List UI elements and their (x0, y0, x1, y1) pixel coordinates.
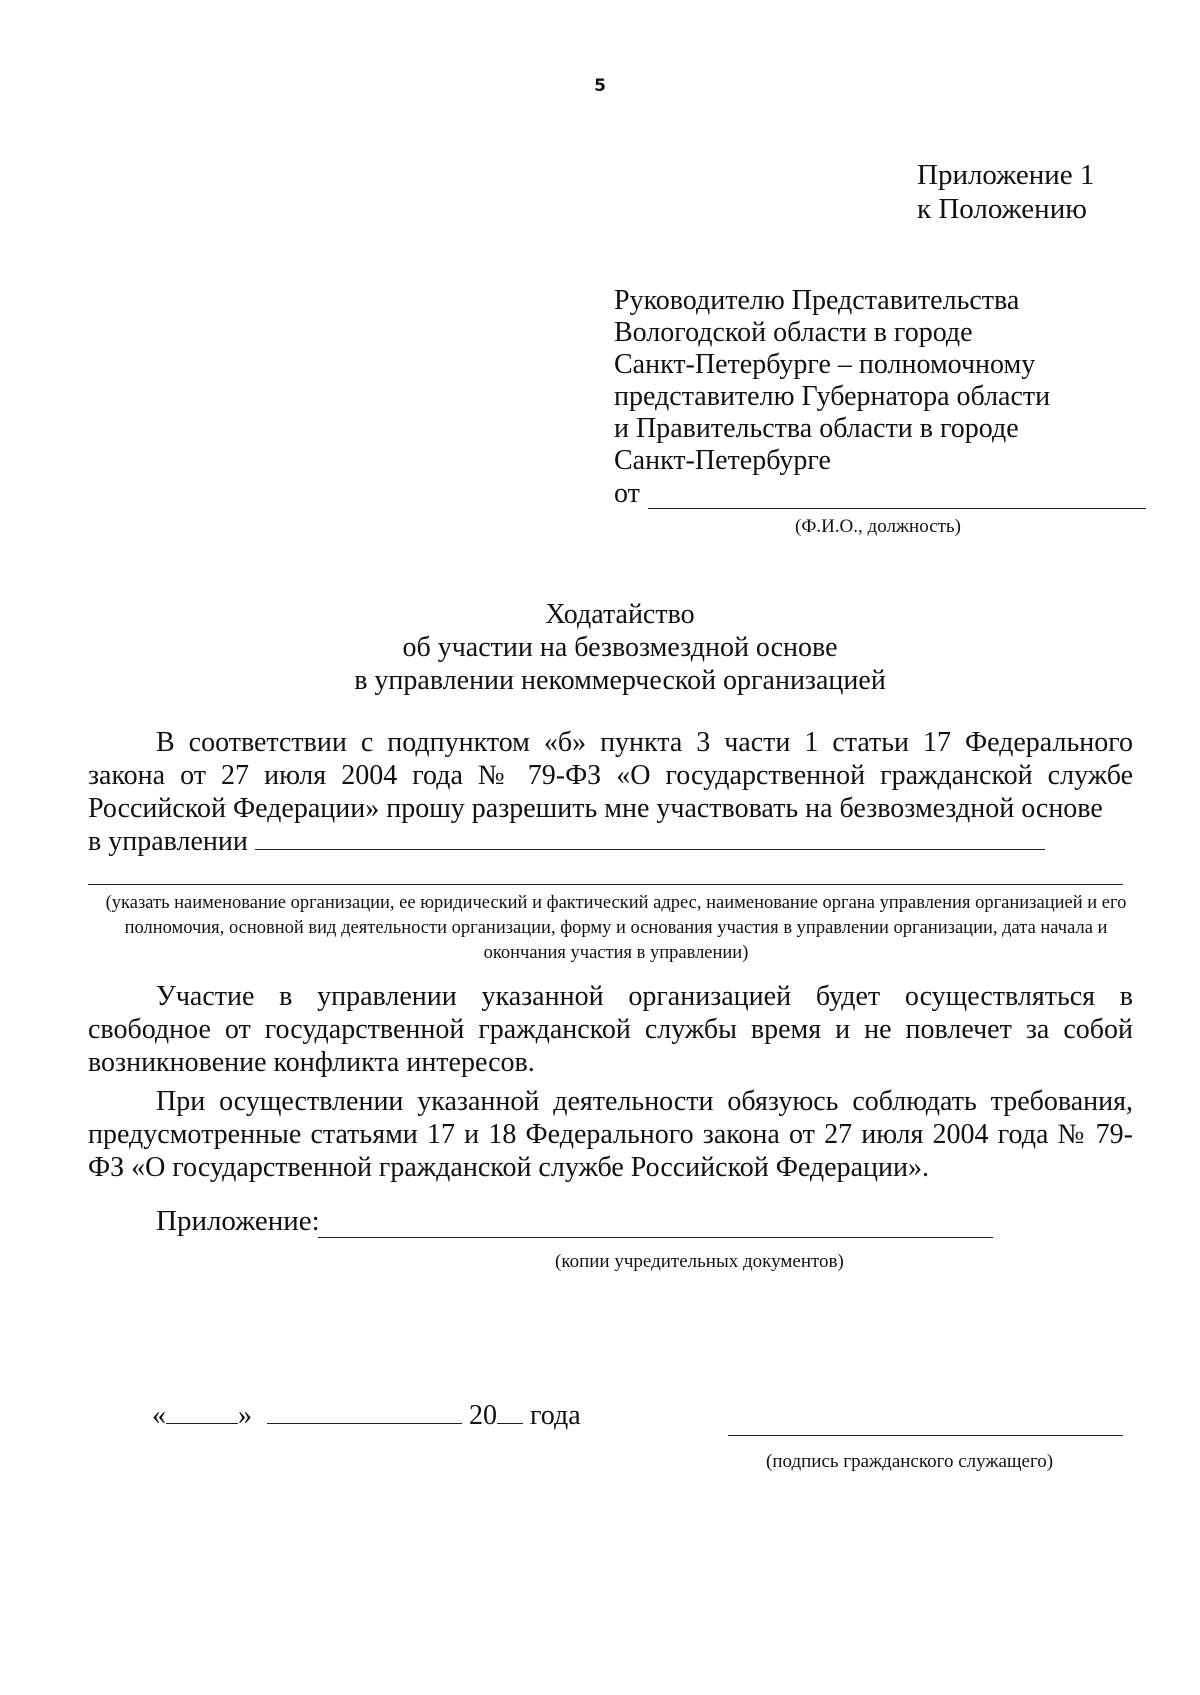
from-label: от (614, 478, 640, 509)
paragraph-request-text: В соответствии с подпунктом «б» пункта 3 части 1 статьи 17 Федерального закона от 27 июля 2004 года № 79-ФЗ «О государственной гражданской службе Российской Федерации» прошу разрешить мне участвовать на безвозмездной основе (88, 727, 1133, 824)
appendix-header (917, 158, 1094, 226)
year-suffix: года (530, 1400, 581, 1431)
page-number: 5 (594, 76, 606, 96)
from-caption: (Ф.И.О., должность) (795, 516, 961, 537)
date-field[interactable] (152, 1400, 581, 1432)
title-line-1: Ходатайство (545, 599, 695, 630)
paragraph-obligation: При осуществлении указанной деятельности обязуюсь соблюдать требования, предусмотренные статьями 17 и 18 Федерального закона от 27 июля 2004 года № 79-ФЗ «О государственной гражданской службе Российской Федерации». (88, 1086, 1133, 1183)
title-line-3: в управлении некоммерческой организацией (354, 665, 886, 696)
organization-hint: (указать наименование организации, ее юридический и фактический адрес, наименование органа управления организацией и его полномочия, основной вид деятельности организации, форму и основания участия в управлении организации, дата начала и окончания участия в управлении) (105, 893, 1127, 963)
organization-fill-line[interactable] (255, 829, 1045, 850)
attachment-label: Приложение: (156, 1205, 320, 1237)
organization-fill-line-2[interactable] (88, 884, 1123, 885)
year-prefix: 20 (469, 1400, 497, 1431)
paragraph-participation: Участие в управлении указанной организацией будет осуществляться в свободное от государственной гражданской службы время и не повлечет за собой возникновение конфликта интересов. (88, 981, 1133, 1078)
paragraph-request (88, 726, 1133, 825)
management-label: в управлении (88, 826, 248, 857)
management-field[interactable] (88, 825, 1133, 858)
date-open-quote: « (152, 1400, 166, 1431)
attachment-fill-line[interactable] (318, 1237, 993, 1238)
title-line-2: об участии на безвозмездной основе (402, 632, 838, 663)
addressee-line: Санкт-Петербурге – полномочному (614, 349, 1036, 380)
day-fill-line[interactable] (166, 1403, 238, 1424)
addressee-line: и Правительства области в городе (614, 413, 1019, 444)
from-fill-line[interactable] (648, 508, 1146, 509)
date-close-quote: » (238, 1400, 252, 1431)
signature-fill-line[interactable] (728, 1435, 1123, 1436)
month-fill-line[interactable] (267, 1403, 462, 1424)
addressee-block (614, 285, 1050, 477)
from-field[interactable] (614, 478, 1146, 510)
appendix-line-1: Приложение 1 (917, 159, 1095, 191)
year-fill-line[interactable] (497, 1403, 523, 1424)
addressee-line: Вологодской области в городе (614, 317, 973, 348)
addressee-line: представителю Губернатора области (614, 381, 1051, 412)
addressee-line: Санкт-Петербурге (614, 445, 831, 476)
attachment-caption: (копии учредительных документов) (555, 1251, 844, 1272)
addressee-line: Руководителю Представительства (614, 285, 1020, 316)
signature-caption: (подпись гражданского служащего) (766, 1451, 1054, 1472)
document-title (0, 598, 1200, 697)
appendix-line-2: к Положению (917, 193, 1087, 225)
